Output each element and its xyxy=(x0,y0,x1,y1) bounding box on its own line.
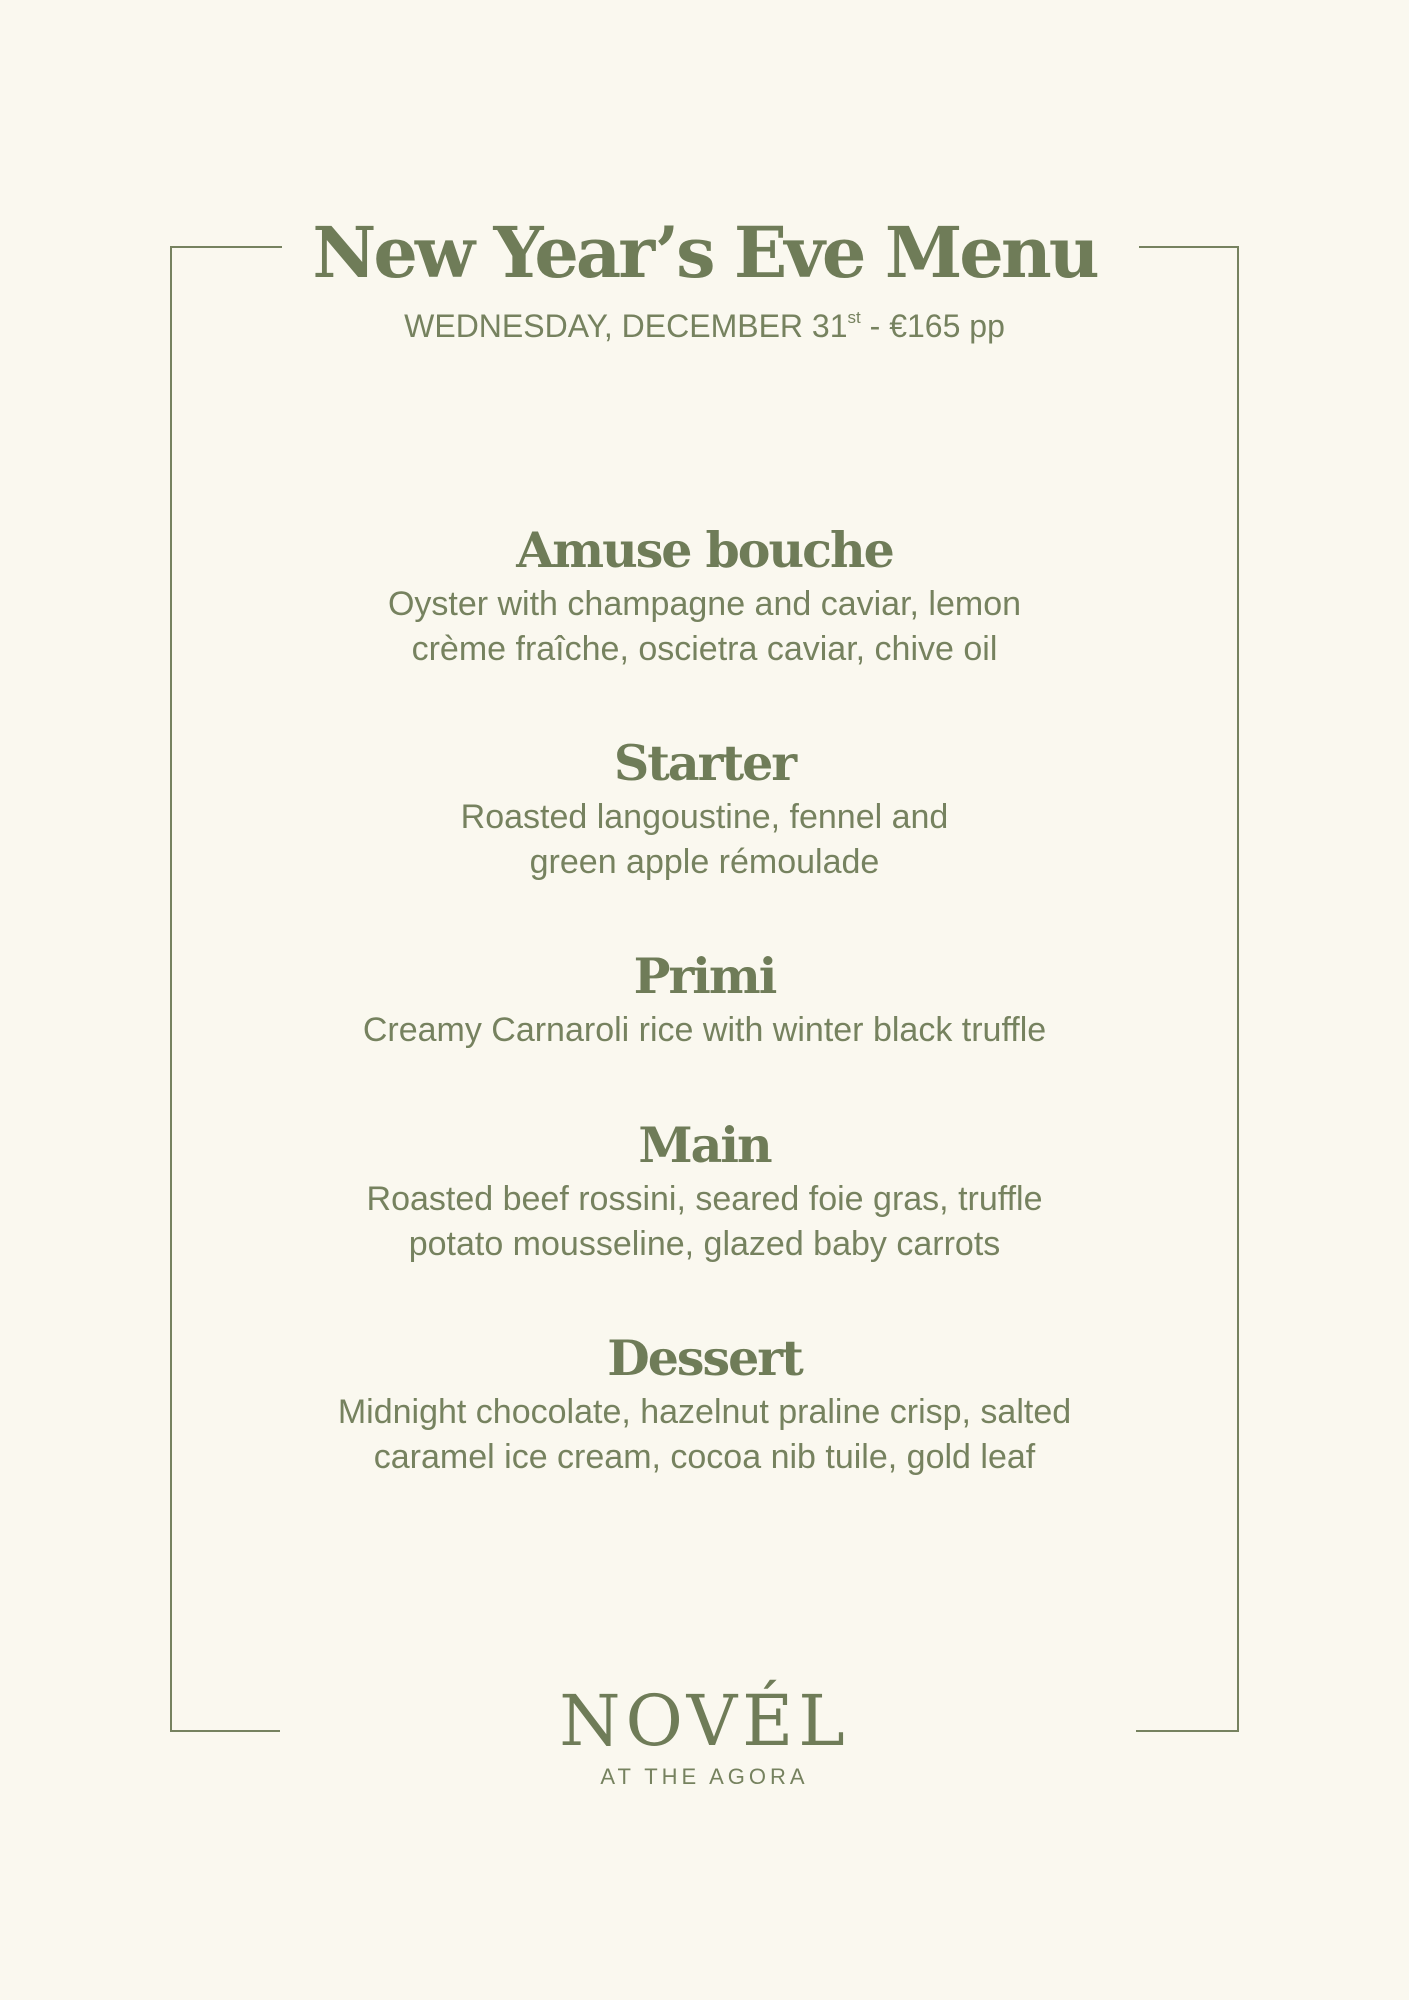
course-title: Starter xyxy=(613,734,796,792)
course-description-line: Midnight chocolate, hazelnut praline crisp, salted xyxy=(337,1393,1072,1431)
course-description-line: Roasted langoustine, fennel and xyxy=(460,798,949,836)
course-description-line: crème fraîche, oscietra caviar, chive oil xyxy=(411,630,998,668)
menu-date-suffix: st xyxy=(847,308,861,327)
course-title: Main xyxy=(638,1116,771,1174)
course-amuse-bouche xyxy=(0,518,1409,672)
course-title: Dessert xyxy=(607,1329,802,1387)
course-starter xyxy=(0,731,1409,885)
menu-date-price xyxy=(0,304,1409,348)
course-description-line: potato mousseline, glazed baby carrots xyxy=(408,1225,1001,1263)
menu-title: New Year’s Eve Menu xyxy=(312,211,1097,294)
course-primi xyxy=(0,944,1409,1053)
logo-tagline: AT THE AGORA xyxy=(600,1764,809,1789)
course-description-line: Oyster with champagne and caviar, lemon xyxy=(387,585,1022,623)
course-title: Primi xyxy=(633,947,776,1005)
menu-price: - €165 pp xyxy=(860,308,1005,344)
course-dessert xyxy=(0,1326,1409,1480)
course-description-line: green apple rémoulade xyxy=(529,843,880,881)
logo-name: NOVÉL xyxy=(559,1680,850,1762)
menu-date: WEDNESDAY, DECEMBER 31 xyxy=(404,308,848,344)
course-main xyxy=(0,1113,1409,1267)
course-description-line: caramel ice cream, cocoa nib tuile, gold leaf xyxy=(373,1438,1036,1476)
course-description-line: Roasted beef rossini, seared foie gras, truffle xyxy=(366,1180,1043,1218)
restaurant-logo xyxy=(0,1680,1409,1792)
course-title: Amuse bouche xyxy=(516,521,893,579)
course-description-line: Creamy Carnaroli rice with winter black truffle xyxy=(362,1011,1047,1049)
